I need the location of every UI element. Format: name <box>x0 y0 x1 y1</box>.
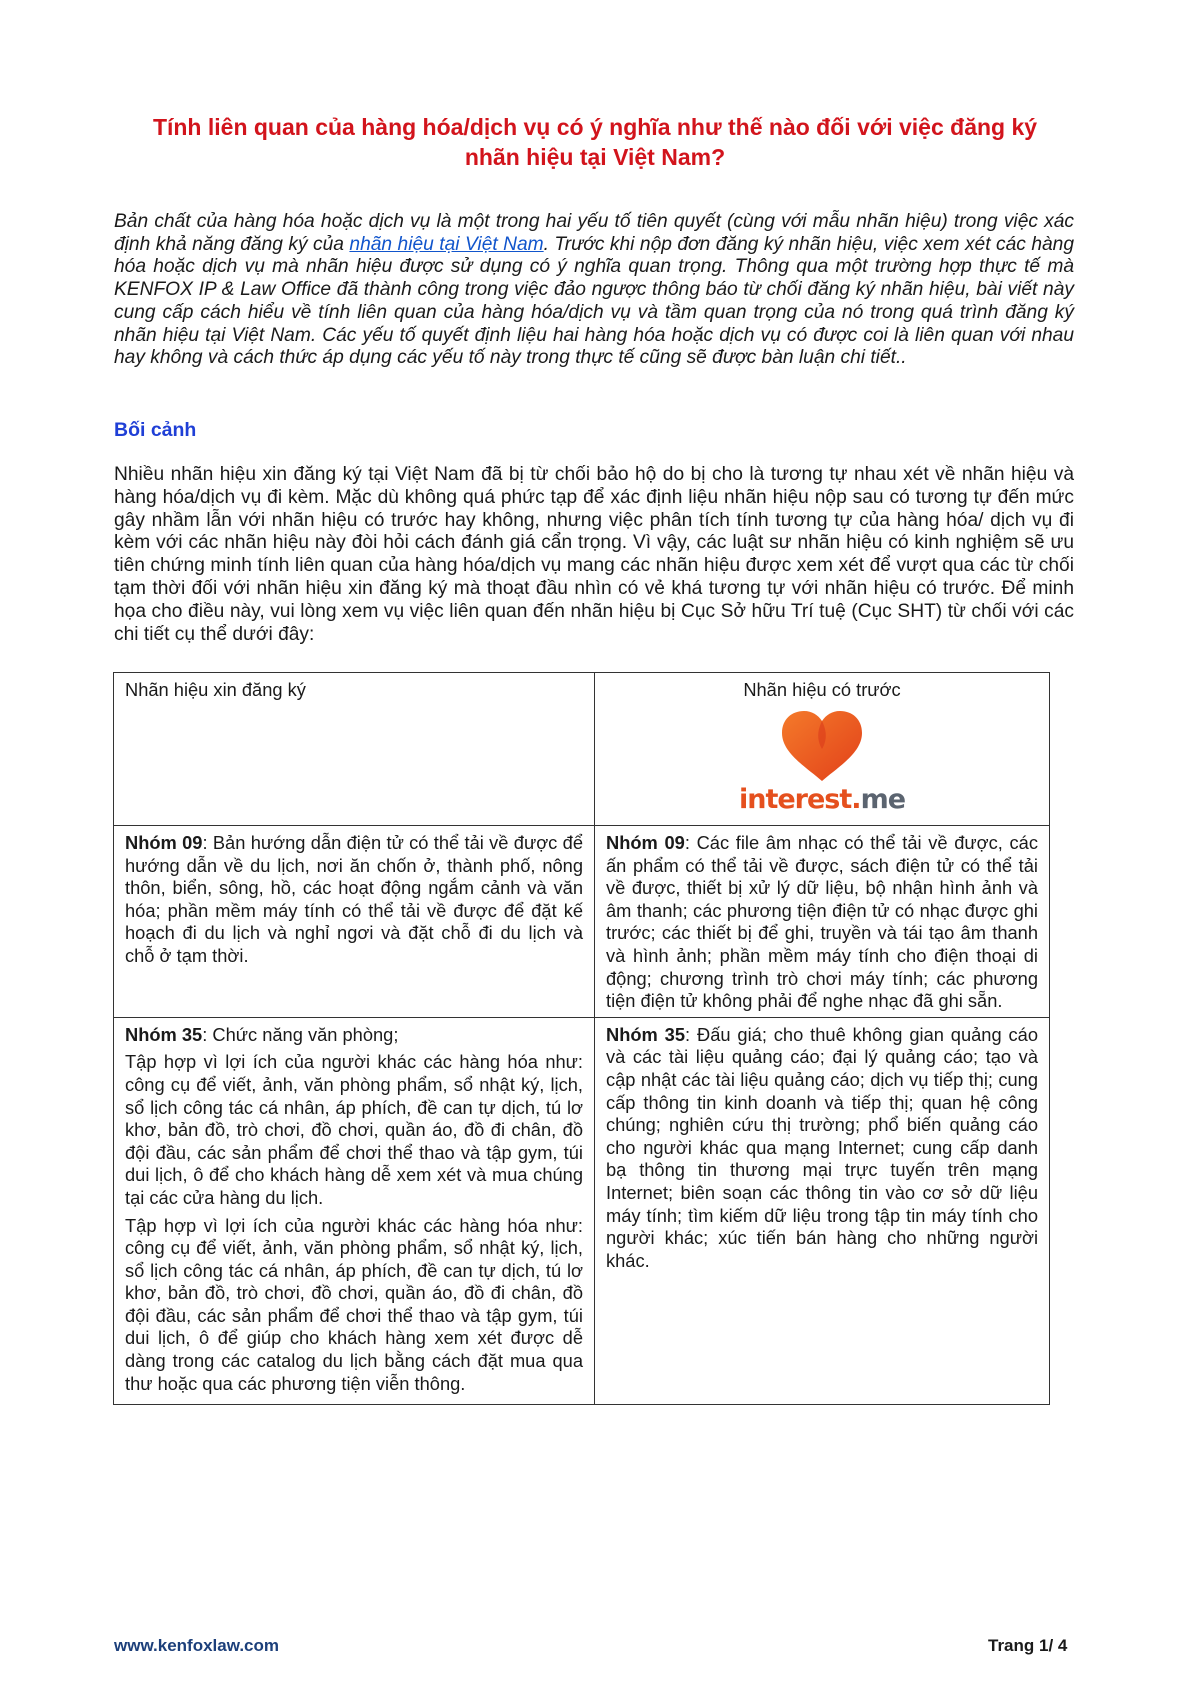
interest-me-logo <box>595 709 1049 815</box>
page-number: Trang 1/ 4 <box>988 1636 1068 1655</box>
logo-word-suffix: me <box>860 783 906 815</box>
document-title: Tính liên quan của hàng hóa/dịch vụ có ý nghĩa như thế nào đối với việc đăng ký nhãn hiệu tại Việt Nam? <box>152 114 1038 170</box>
logo-word-main: interest <box>738 783 852 815</box>
heart-logo-icon <box>776 709 868 785</box>
class09-prior-cell <box>595 826 1050 1018</box>
table-row <box>114 826 1050 1018</box>
logo-wordmark <box>595 783 1049 815</box>
footer-website-link[interactable]: www.kenfoxlaw.com <box>114 1636 280 1655</box>
applied-mark-header-cell <box>114 673 595 826</box>
intro-text-after-link: . Trước khi nộp đơn đăng ký nhãn hiệu, việc xem xét các hàng hóa hoặc dịch vụ mà nhãn hiệu được sử dụng có ý nghĩa quan trọng. Thông qua một trường hợp thực tế mà KENFOX IP & Law Office đã thành công trong việc đảo ngược thông báo từ chối đăng ký nhãn hiệu, bài viết này cung cấp cách hiểu về tính liên quan của hàng hóa/dịch vụ và tầm quan trọng của nó trong quá trình đăng ký nhãn hiệu tại Việt Nam. Các yếu tố quyết định liệu hai hàng hóa hoặc dịch vụ có được coi là liên quan với nhau hay không và cách thức áp dụng các yếu tố này trong thực tế cũng sẽ được bàn luận chi tiết.. <box>114 233 1075 369</box>
intro-paragraph <box>114 211 1074 370</box>
prior-mark-header-cell <box>595 673 1050 826</box>
class-label: Nhóm 35 <box>606 1023 686 1045</box>
class35-retail-paragraph: Tập hợp vì lợi ích của người khác các hàng hóa như: công cụ để viết, ảnh, văn phòng phẩm, sổ nhật ký, lịch, sổ lịch công tác cá nhân, áp phích, đề can tự dịch, tú lơ khơ, bản đồ, trò chơi, đồ chơi, quần áo, đồ đi chân, đồ đội đầu, các sản phẩm để chơi thể thao và tập gym, túi dui lịch, ô để cho khách hàng dễ xem xét và mua chúng tại các cửa hàng du lịch. <box>125 1051 583 1208</box>
applied-mark-header: Nhãn hiệu xin đăng ký <box>125 679 306 700</box>
trademark-comparison-table <box>113 672 1050 1405</box>
class35-line <box>125 1024 583 1047</box>
table-row <box>114 1017 1050 1405</box>
class-description: : Bản hướng dẫn điện tử có thể tải về được để hướng dẫn về du lịch, nơi ăn chốn ở, thành phố, nông thôn, biển, sông, hồ, các hoạt động ngắm cảnh và văn hóa; phần mềm máy tính có thể tải về được để đặt kế hoạch đi du lịch và nghỉ ngơi và đặt chỗ đi du lịch và chỗ ở tạm thời. <box>125 832 583 966</box>
trademark-vietnam-link[interactable]: nhãn hiệu tại Việt Nam <box>349 233 544 255</box>
class-description: : Đấu giá; cho thuê không gian quảng cáo và các tài liệu quảng cáo; đại lý quảng cáo; tạo và cập nhật các tài liệu quảng cáo; dịch vụ tiếp thị; cung cấp thông tin kinh doanh và tiếp thị; quan hệ công chúng; nghiên cứu thị trường; phổ biến quảng cáo cho người khác qua mạng Internet; cung cấp danh bạ thông tin thương mại trực tuyến trên mạng Internet; biên soạn các thông tin vào cơ sở dữ liệu máy tính; tìm kiếm dữ liệu trong tập tin máy tính cho người khác; xúc tiến bán hàng cho những người khác. <box>606 1023 1038 1271</box>
class35-applied-cell <box>114 1017 595 1405</box>
table-header-row <box>114 673 1050 826</box>
class09-applied-cell <box>114 826 595 1018</box>
class-description: : Chức năng văn phòng; <box>202 1023 399 1045</box>
class35-catalog-paragraph: Tập hợp vì lợi ích của người khác các hàng hóa như: công cụ để viết, ảnh, văn phòng phẩm, sổ nhật ký, lịch, sổ lịch công tác cá nhân, áp phích, đề can tự dịch, tú lơ khơ, bản đồ, trò chơi, đồ chơi, quần áo, đồ đi chân, đồ đội đầu, các sản phẩm để chơi thể thao và tập gym, túi dui lịch, ô để giúp cho khách hàng xem xét được dễ dàng trong các catalog du lịch bằng cách đặt mua qua thư hoặc qua các phương tiện viễn thông. <box>125 1214 583 1394</box>
class-label: Nhóm 35 <box>125 1023 203 1045</box>
class-label: Nhóm 09 <box>606 832 685 853</box>
class35-prior-cell <box>595 1017 1050 1405</box>
prior-mark-header: Nhãn hiệu có trước <box>743 679 901 700</box>
context-paragraph: Nhiều nhãn hiệu xin đăng ký tại Việt Nam đã bị từ chối bảo hộ do bị cho là tương tự nhau xét về nhãn hiệu và hàng hóa/dịch vụ đi kèm. Mặc dù không quá phức tạp để xác định liệu nhãn hiệu nộp sau có tương tự đến mức gây nhầm lẫn với nhãn hiệu có trước hay không, nhưng việc phân tích tính tương tự của hàng hóa/ dịch vụ đi kèm với các nhãn hiệu này đòi hỏi cách đánh giá cẩn trọng. Vì vậy, các luật sư nhãn hiệu có kinh nghiệm sẽ ưu tiên chứng minh tính liên quan của hàng hóa/dịch vụ mang các nhãn hiệu được xem xét để vượt qua các từ chối tạm thời đối với nhãn hiệu xin đăng ký mà thoạt đầu nhìn có vẻ khá tương tự với nhãn hiệu có trước. Để minh họa cho điều này, vui lòng xem vụ việc liên quan đến nhãn hiệu bị Cục Sở hữu Trí tuệ (Cục SHT) từ chối với các chi tiết cụ thể dưới đây: <box>114 464 1074 645</box>
logo-word-dot: . <box>851 783 861 815</box>
class-description: : Các file âm nhạc có thể tải về được, các ấn phẩm có thể tải về được, sách điện tử có thể tải về được, thiết bị xử lý dữ liệu, bộ nhận hình ảnh và âm thanh; các phương tiện điện tử có nhạc được ghi trước; các thiết bị để ghi, truyền và tái tạo âm thanh và hình ảnh; phần mềm máy tính cho điện thoại di động; chương trình trò chơi máy tính; các phương tiện điện tử không phải để nghe nhạc đã ghi sẵn. <box>606 832 1038 1012</box>
section-heading-context: Bối cảnh <box>114 419 197 441</box>
class-label: Nhóm 09 <box>125 832 203 853</box>
intro-text-before-link: Bản chất của hàng hóa hoặc dịch vụ là một trong hai yếu tố tiên quyết (cùng với mẫu nhãn hiệu) trong việc xác định khả năng đăng ký của <box>114 211 1074 255</box>
